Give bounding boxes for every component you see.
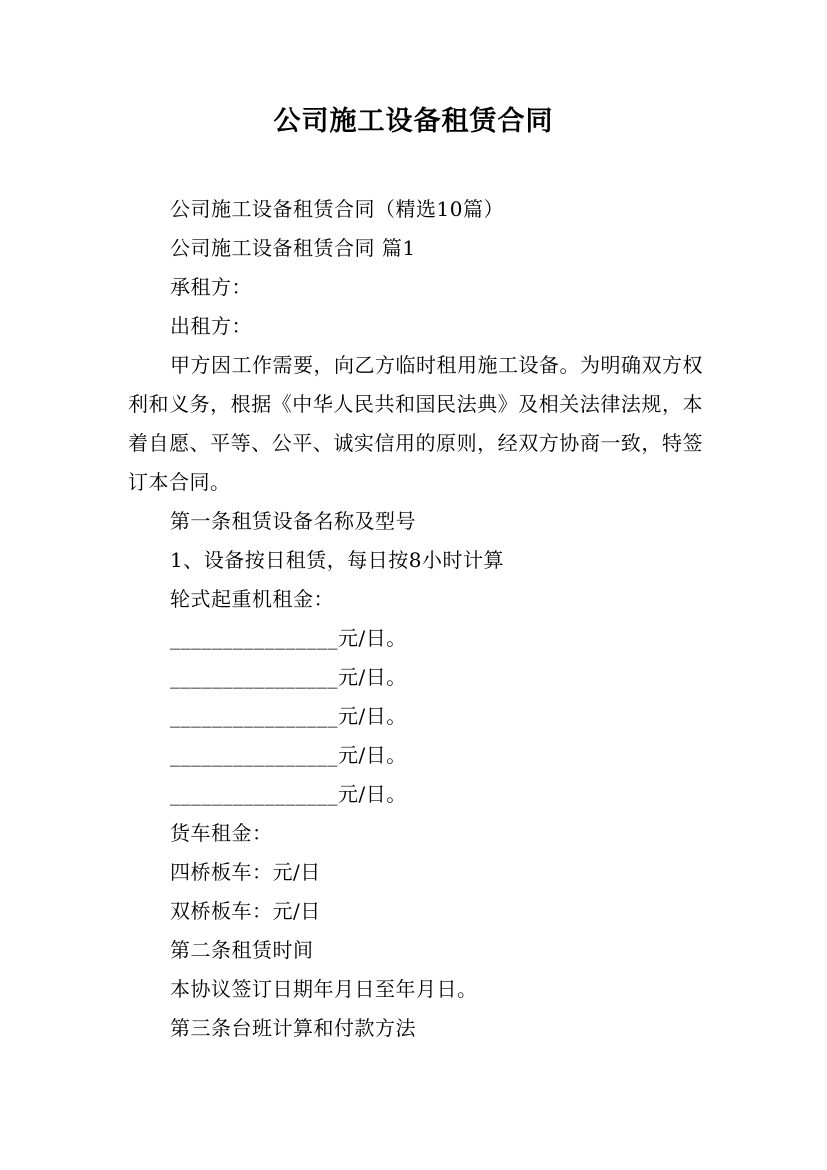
paragraph-truck-rent: 货车租金： xyxy=(170,821,273,845)
paragraph-two-axle: 双桥板车：元/日 xyxy=(170,899,321,923)
paragraph-preamble: 甲方因工作需要，向乙方临时租用施工设备。为明确双方权利和义务，根据《中华人民共和国民法典》及相关法律法规，本着自愿、平等、公平、诚实信用的原则，经双方协商一致，特签订本合同。 xyxy=(128,353,703,494)
paragraph-article-1: 第一条租赁设备名称及型号 xyxy=(170,509,416,533)
paragraph-lessee: 承租方： xyxy=(170,275,252,299)
paragraph-section-heading: 公司施工设备租赁合同 篇1 xyxy=(170,236,416,260)
paragraph-article-3: 第三条台班计算和付款方法 xyxy=(170,1016,416,1040)
document-body xyxy=(128,190,703,1048)
paragraph-crane-rent: 轮式起重机租金： xyxy=(170,587,334,611)
paragraph-rate-line: ________________元/日。 xyxy=(170,782,407,806)
paragraph-daily-rental: 1、设备按日租赁，每日按8小时计算 xyxy=(170,548,504,572)
paragraph-subtitle: 公司施工设备租赁合同（精选10篇） xyxy=(170,197,504,221)
paragraph-rate-line: ________________元/日。 xyxy=(170,665,407,689)
paragraph-article-2: 第二条租赁时间 xyxy=(170,938,314,962)
paragraph-rate-line: ________________元/日。 xyxy=(170,626,407,650)
paragraph-rate-line: ________________元/日。 xyxy=(170,743,407,767)
paragraph-agreement-dates: 本协议签订日期年月日至年月日。 xyxy=(170,977,478,1001)
document-title: 公司施工设备租赁合同 xyxy=(273,106,554,137)
paragraph-rate-line: ________________元/日。 xyxy=(170,704,407,728)
paragraph-lessor: 出租方： xyxy=(170,314,252,338)
paragraph-four-axle: 四桥板车：元/日 xyxy=(170,860,321,884)
